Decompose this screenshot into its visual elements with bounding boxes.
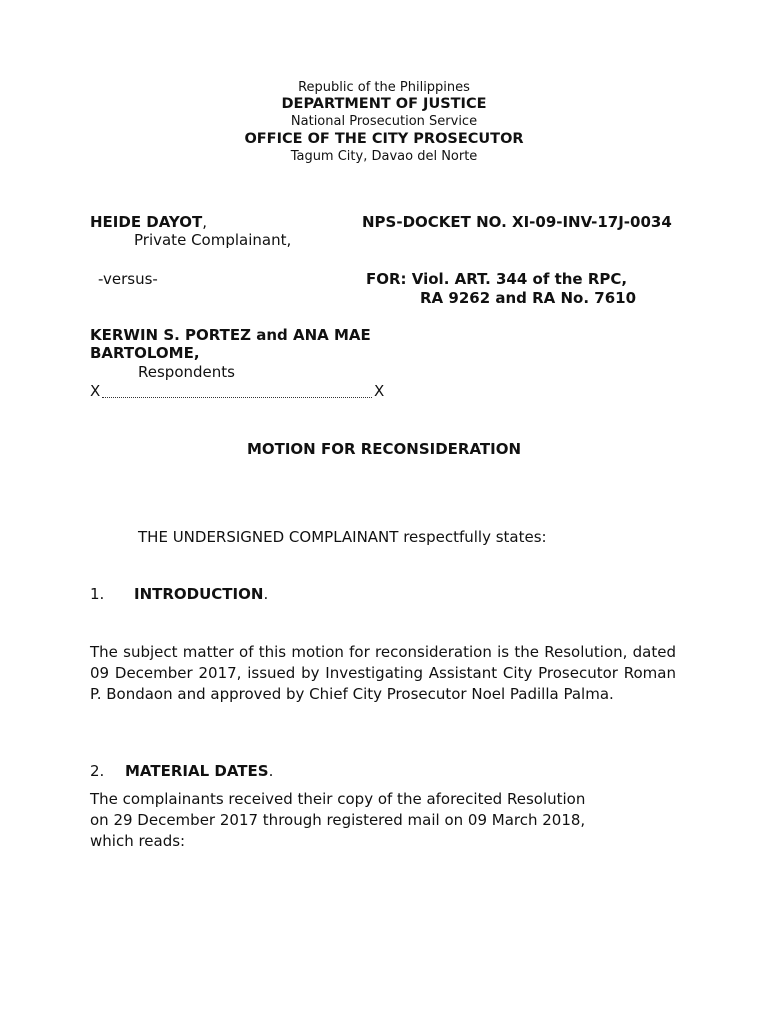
header-department: DEPARTMENT OF JUSTICE <box>281 96 487 112</box>
complainant-name: HEIDE DAYOT <box>90 213 203 231</box>
document-title: MOTION FOR RECONSIDERATION <box>246 440 522 458</box>
opening-statement: THE UNDERSIGNED COMPLAINANT respectfully states: <box>138 528 547 546</box>
section-1-heading-line <box>134 585 268 603</box>
section-2-number: 2. <box>90 762 105 780</box>
section-2-body-line-3: which reads: <box>90 832 186 850</box>
section-2-heading: MATERIAL DATES <box>125 762 269 780</box>
caption-divider <box>102 397 372 398</box>
respondents-line-2: BARTOLOME, <box>90 344 200 362</box>
section-1-body: The subject matter of this motion for reconsideration is the Resolution, dated 09 December 2017, issued by Investigating Assistant City Prosecutor Roman P. Bondaon and approved by Chief City Prosecutor Noel Padilla Palma. <box>90 643 676 703</box>
complainant-role: Private Complainant, <box>134 231 292 249</box>
complainant-comma: , <box>202 213 208 231</box>
header-office: OFFICE OF THE CITY PROSECUTOR <box>244 131 524 147</box>
docket-number: NPS-DOCKET NO. XI-09-INV-17J-0034 <box>362 213 672 231</box>
section-2-body-line-1: The complainants received their copy of the aforecited Resolution <box>90 790 586 808</box>
section-2-heading-line <box>125 762 273 780</box>
header-service: National Prosecution Service <box>290 114 478 129</box>
respondents-role: Respondents <box>138 363 235 381</box>
for-line-1: FOR: Viol. ART. 344 of the RPC, <box>366 270 628 288</box>
header-republic: Republic of the Philippines <box>298 80 470 95</box>
section-2-body-line-2: on 29 December 2017 through registered mail on 09 March 2018, <box>90 811 586 829</box>
section-1-punct: . <box>263 585 269 603</box>
respondents-line-1: KERWIN S. PORTEZ and ANA MAE <box>90 326 371 344</box>
caption-x-left: X <box>90 382 101 400</box>
section-2-punct: . <box>268 762 274 780</box>
complainant-name-line <box>90 213 207 231</box>
header-location: Tagum City, Davao del Norte <box>290 149 478 164</box>
for-line-2: RA 9262 and RA No. 7610 <box>420 289 637 307</box>
versus-label: -versus- <box>98 270 158 288</box>
section-1-number: 1. <box>90 585 105 603</box>
caption-x-right: X <box>374 382 385 400</box>
section-1-heading: INTRODUCTION <box>134 585 264 603</box>
